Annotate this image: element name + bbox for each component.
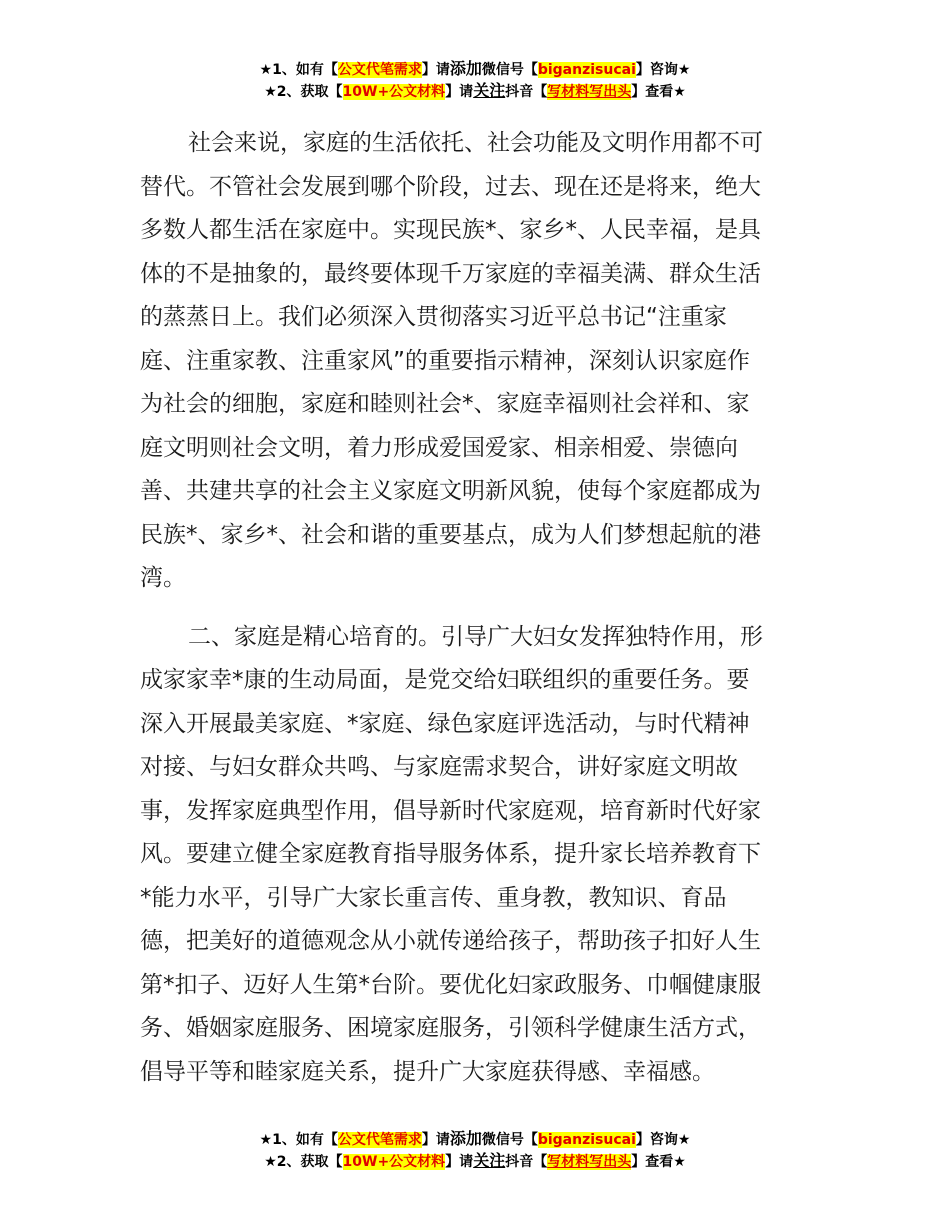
text-line (140, 616, 812, 660)
text-line: 风。要建立健全家庭教育指导服务体系，提升家长培养教育下 (140, 841, 761, 867)
banner-highlight: 公文代笔需求 (337, 62, 422, 78)
text-line-content: 社会来说，家庭的生活依托、社会功能及文明作用都不可 (188, 130, 763, 156)
banner-text: 】查看★ (631, 84, 686, 100)
banner-text: 微信号【 (481, 1132, 538, 1148)
banner-text: 】咨询★ (635, 1132, 691, 1148)
banner-line-1 (0, 1128, 950, 1150)
banner-highlight: biganzisucai (537, 1132, 636, 1148)
banner-text: ★1、如有【 (259, 62, 338, 78)
text-line-content: 二、家庭是精心培育的。引导广大妇女发挥独特作用，形 (188, 623, 763, 650)
footer-banner (0, 1128, 950, 1172)
banner-emphasis: 添加 (449, 59, 482, 78)
text-line: 民族*、家乡*、社会和谐的重要基点，成为人们梦想起航的港 (140, 521, 761, 548)
banner-text: ★2、获取【 (264, 1154, 343, 1170)
banner-text: ★1、如有【 (259, 1132, 338, 1148)
text-line: 湾。 (140, 565, 186, 591)
banner-text: ★2、获取【 (264, 84, 343, 100)
banner-highlight: biganzisucai (537, 62, 636, 78)
text-line: 德，把美好的道德观念从小就传递给孩子，帮助孩子扣好人生 (140, 928, 761, 954)
banner-text: 抖音【 (505, 84, 548, 100)
text-line: 第*扣子、迈好人生第*台阶。要优化妇家政服务、巾帼健康服 (140, 971, 761, 998)
text-line: 替代。不管社会发展到哪个阶段，过去、现在还是将来，绝大 (140, 173, 761, 200)
banner-text: 】咨询★ (635, 62, 691, 78)
banner-text: 】查看★ (631, 1154, 686, 1170)
banner-text: 】请 (421, 1132, 450, 1148)
text-line: 事，发挥家庭典型作用，倡导新时代家庭观，培育新时代好家 (140, 797, 761, 824)
banner-text: 】请 (445, 1154, 474, 1170)
banner-emphasis: 关注 (473, 81, 506, 100)
paragraph-1 (140, 122, 812, 601)
text-line: 务、婚姻家庭服务、困境家庭服务，引领科学健康生活方式， (140, 1015, 761, 1041)
banner-line-2 (0, 1150, 950, 1172)
banner-text: 】请 (445, 84, 474, 100)
text-line: 倡导平等和睦家庭关系，提升广大家庭获得感、幸福感。 (140, 1058, 715, 1085)
banner-text: 微信号【 (481, 62, 538, 78)
banner-text: 】请 (421, 62, 450, 78)
text-line: 对接、与妇女群众共鸣、与家庭需求契合，讲好家庭文明故 (140, 754, 738, 780)
header-banner (0, 58, 950, 102)
banner-highlight: 10W+公文材料 (342, 1154, 446, 1170)
banner-line-1 (0, 58, 950, 80)
banner-highlight: 10W+公文材料 (342, 84, 446, 100)
text-line: 深入开展最美家庭、*家庭、绿色家庭评选活动，与时代精神 (140, 710, 750, 737)
banner-line-2 (0, 80, 950, 102)
text-line: 善、共建共享的社会主义家庭文明新风貌，使每个家庭都成为 (140, 478, 761, 504)
banner-emphasis: 添加 (449, 1129, 482, 1148)
banner-highlight: 写材料写出头 (547, 1154, 632, 1170)
text-line: 为社会的细胞，家庭和睦则社会*、家庭幸福则社会祥和、家 (140, 391, 750, 417)
text-line: 成家家幸*康的生动局面，是党交给妇联组织的重要任务。要 (140, 667, 750, 693)
banner-highlight: 写材料写出头 (547, 84, 632, 100)
text-line (140, 122, 812, 166)
document-body (140, 122, 812, 1094)
banner-highlight: 公文代笔需求 (337, 1132, 422, 1148)
banner-emphasis: 关注 (473, 1151, 506, 1170)
text-line: *能力水平，引导广大家长重言传、重身教，教知识、育品 (140, 884, 727, 911)
banner-text: 抖音【 (505, 1154, 548, 1170)
text-line: 体的不是抽象的，最终要体现千万家庭的幸福美满、群众生活 (140, 260, 761, 287)
text-line: 庭文明则社会文明，着力形成爱国爱家、相亲相爱、崇德向 (140, 434, 738, 461)
paragraph-2 (140, 616, 812, 1095)
text-line: 多数人都生活在家庭中。实现民族*、家乡*、人民幸福，是具 (140, 217, 761, 243)
text-line: 庭、注重家教、注重家风”的重要指示精神，深刻认识家庭作 (140, 347, 750, 374)
text-line: 的蒸蒸日上。我们必须深入贯彻落实习近平总书记“注重家 (140, 304, 727, 330)
